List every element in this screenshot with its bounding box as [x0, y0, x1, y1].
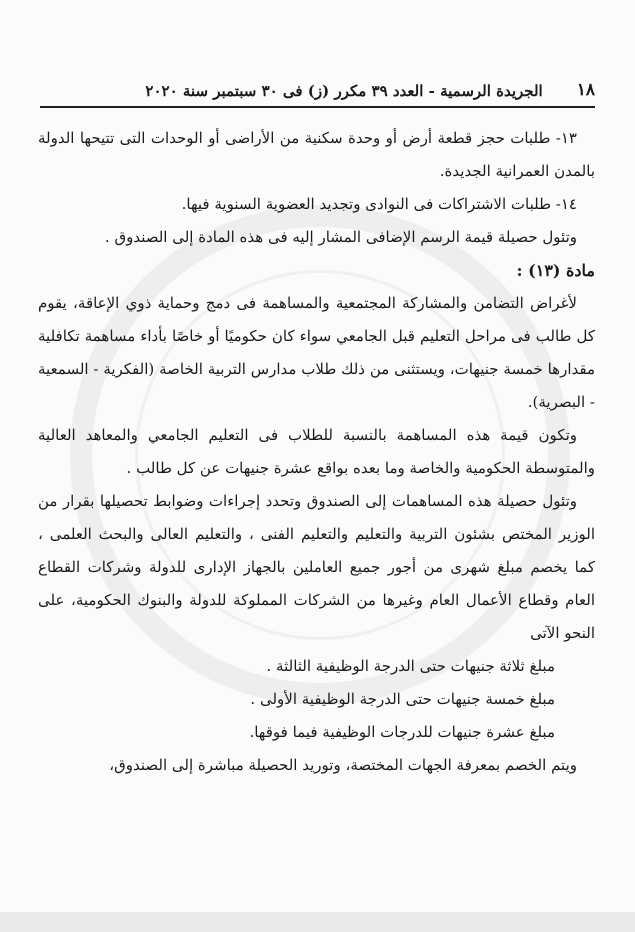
article-paragraph-3: وتئول حصيلة هذه المساهمات إلى الصندوق وتحدد إجراءات وضوابط تحصيلها بقرار من الوزير المختص بشئون التربية والتعليم والتعليم الفنى ، والتعليم العالى والبحث العلمى ، كما يخصم مبلغ شهرى من أجور جميع العاملين بالجهاز الإدارى للدولة وشركات القطاع العام وقطاع الأعمال العام وغيرها من الشركات المملوكة للدولة والبنوك الحكومية، على النحو الآتى	[38, 492, 595, 642]
list-item: مبلغ ثلاثة جنيهات حتى الدرجة الوظيفية الثالثة .	[266, 657, 555, 675]
paragraph-item-13: ١٣- طلبات حجز قطعة أرض أو وحدة سكنية من الأراضى أو الوحدات التى تتيحها الدولة بالمدن العمرانية الجديدة.	[38, 129, 595, 180]
document-body	[38, 122, 595, 782]
list-item: مبلغ خمسة جنيهات حتى الدرجة الوظيفية الأولى .	[250, 690, 555, 708]
paragraph-proceeds: وتئول حصيلة قيمة الرسم الإضافى المشار إليه فى هذه المادة إلى الصندوق .	[104, 228, 577, 246]
running-head: الجريدة الرسمية - العدد ٣٩ مكرر (ز) فى ٣٠ سبتمبر سنة ٢٠٢٠	[145, 82, 543, 100]
article-paragraph-2: وتكون قيمة هذه المساهمة بالنسبة للطلاب فى التعليم الجامعي والمعاهد العالية والمتوسطة الحكومية والخاصة وما بعده بواقع عشرة جنيهات عن كل طالب .	[38, 426, 595, 477]
page-number: ١٨	[576, 80, 595, 100]
article-paragraph-1: لأغراض التضامن والمشاركة المجتمعية والمساهمة فى دمج وحماية ذوي الإعاقة، يقوم كل طالب فى مراحل التعليم قبل الجامعي سواء كان حكوميًا أو خاصًا بأداء مساهمة تكافلية مقدارها خمسة جنيهات، ويستثنى من ذلك طلاب مدارس التربية الخاصة (الفكرية - السمعية - البصرية).	[38, 294, 595, 411]
list-item: مبلغ عشرة جنيهات للدرجات الوظيفية فيما فوقها.	[249, 723, 555, 741]
article-title: مادة (١٣) :	[516, 261, 595, 280]
article-closing: ويتم الخصم بمعرفة الجهات المختصة، وتوريد الحصيلة مباشرة إلى الصندوق،	[109, 756, 577, 774]
page-header	[40, 72, 595, 108]
paragraph-item-14: ١٤- طلبات الاشتراكات فى النوادى وتجديد العضوية السنوية فيها.	[181, 195, 577, 213]
